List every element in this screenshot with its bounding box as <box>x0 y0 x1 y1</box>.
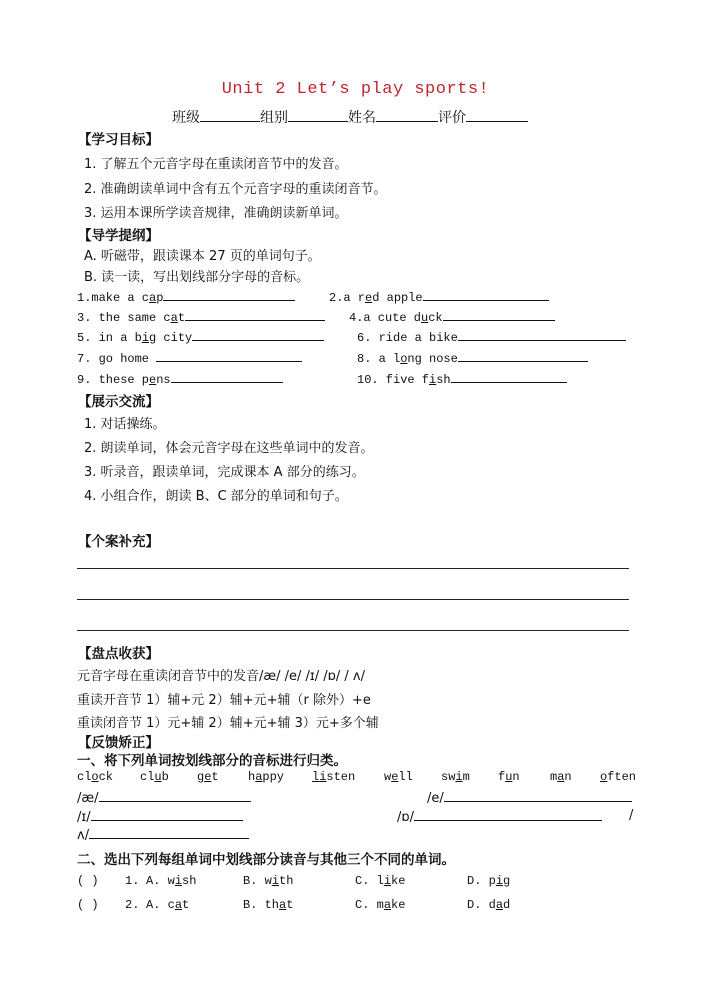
phoneme-slash: / <box>629 808 634 823</box>
answer-paren[interactable]: ( ) <box>77 874 99 888</box>
option-b[interactable]: B. with <box>243 874 294 888</box>
show-item: 2. 朗读单词，体会元音字母在这些单词中的发音。 <box>84 441 374 456</box>
answer-blank[interactable] <box>458 328 626 341</box>
info-line: 班级 组别 姓名 评价 <box>172 107 528 127</box>
section-header-guide: 【导学提纲】 <box>78 228 159 244</box>
section-header-summary: 【盘点收获】 <box>78 646 159 662</box>
summary-line: 重读闭音节 1）元+辅 2）辅+元+辅 3）元+多个辅 <box>77 716 379 731</box>
option-d[interactable]: D. dad <box>467 898 511 912</box>
answer-blank[interactable] <box>89 826 249 839</box>
goal-item: 1. 了解五个元音字母在重读闭音节中的发音。 <box>84 157 348 172</box>
summary-line: 重读开音节 1）辅+元 2）辅+元+辅（r 除外）+e <box>77 693 371 708</box>
section-header-show: 【展示交流】 <box>78 394 159 410</box>
question-number: 1. <box>125 874 140 888</box>
answer-blank[interactable] <box>192 328 324 341</box>
section-header-supplement: 【个案补充】 <box>78 534 159 550</box>
phoneme-e-row: /e/ <box>427 789 632 806</box>
phrase-item: 4.a cute duck <box>349 308 555 325</box>
phoneme-ae-row: /æ/ <box>77 789 251 806</box>
word: clock <box>77 770 114 784</box>
show-item: 1. 对话操练。 <box>84 417 166 432</box>
page-title: Unit 2 Let’s play sports! <box>221 80 490 99</box>
answer-blank[interactable] <box>171 370 283 383</box>
phoneme-o-row: /ɒ/ <box>397 808 602 825</box>
phrase-item: 9. these pens <box>77 370 283 387</box>
question-1: 一、将下列单词按划线部分的音标进行归类。 <box>77 753 347 769</box>
answer-blank[interactable] <box>444 789 632 802</box>
eval-blank[interactable] <box>466 109 528 122</box>
summary-line: 元音字母在重读闭音节中的发音/æ/ /e/ /ɪ/ /ɒ/ / ʌ/ <box>77 669 365 684</box>
option-b[interactable]: B. that <box>243 898 294 912</box>
word: well <box>384 770 413 784</box>
question-number: 2. <box>125 898 140 912</box>
phrase-item: 10. five fish <box>357 370 567 387</box>
writing-line[interactable] <box>77 630 629 631</box>
word: listen <box>312 770 356 784</box>
word: get <box>197 770 219 784</box>
writing-line[interactable] <box>77 568 629 569</box>
answer-blank[interactable] <box>458 349 588 362</box>
option-d[interactable]: D. pig <box>467 874 511 888</box>
question-2: 二、选出下列每组单词中划线部分读音与其他三个不同的单词。 <box>77 852 455 868</box>
answer-blank[interactable] <box>99 789 251 802</box>
section-header-feedback: 【反馈矫正】 <box>78 735 159 751</box>
phrase-item: 2.a red apple <box>329 288 549 305</box>
phrase-item: 5. in a big city <box>77 328 324 345</box>
word: man <box>550 770 572 784</box>
writing-line[interactable] <box>77 599 629 600</box>
word: swim <box>441 770 470 784</box>
goal-item: 2. 准确朗读单词中含有五个元音字母的重读闭音节。 <box>84 182 387 197</box>
show-item: 3. 听录音，跟读单词，完成课本 A 部分的练习。 <box>84 465 365 480</box>
answer-blank[interactable] <box>443 308 555 321</box>
answer-blank[interactable] <box>414 808 602 821</box>
guide-b: B. 读一读，写出划线部分字母的音标。 <box>84 270 310 285</box>
group-blank[interactable] <box>288 109 348 122</box>
answer-paren[interactable]: ( ) <box>77 898 99 912</box>
answer-blank[interactable] <box>451 370 567 383</box>
phrase-item: 7. go home <box>77 349 302 366</box>
section-header-goals: 【学习目标】 <box>78 132 159 148</box>
option-a[interactable]: A. wish <box>146 874 197 888</box>
answer-blank[interactable] <box>423 288 549 301</box>
phoneme-i-row: /ɪ/ <box>77 808 243 825</box>
phrase-item: 6. ride a bike <box>357 328 626 345</box>
phoneme-v-row: ʌ/ <box>77 826 249 843</box>
word: fun <box>498 770 520 784</box>
goal-item: 3. 运用本课所学读音规律，准确朗读新单词。 <box>84 206 348 221</box>
answer-blank[interactable] <box>185 308 325 321</box>
option-c[interactable]: C. like <box>355 874 406 888</box>
phrase-item: 3. the same cat <box>77 308 325 325</box>
word: often <box>600 770 637 784</box>
class-blank[interactable] <box>200 109 260 122</box>
answer-blank[interactable] <box>163 288 295 301</box>
word: happy <box>248 770 285 784</box>
guide-a: A. 听磁带，跟读课本 27 页的单词句子。 <box>84 249 321 264</box>
option-a[interactable]: A. cat <box>146 898 190 912</box>
phrase-item: 1.make a cap <box>77 288 295 305</box>
show-item: 4. 小组合作，朗读 B、C 部分的单词和句子。 <box>84 489 348 504</box>
answer-blank[interactable] <box>91 808 243 821</box>
word: club <box>140 770 169 784</box>
name-blank[interactable] <box>376 109 438 122</box>
option-c[interactable]: C. make <box>355 898 406 912</box>
phrase-item: 8. a long nose <box>357 349 588 366</box>
answer-blank[interactable] <box>156 349 302 362</box>
